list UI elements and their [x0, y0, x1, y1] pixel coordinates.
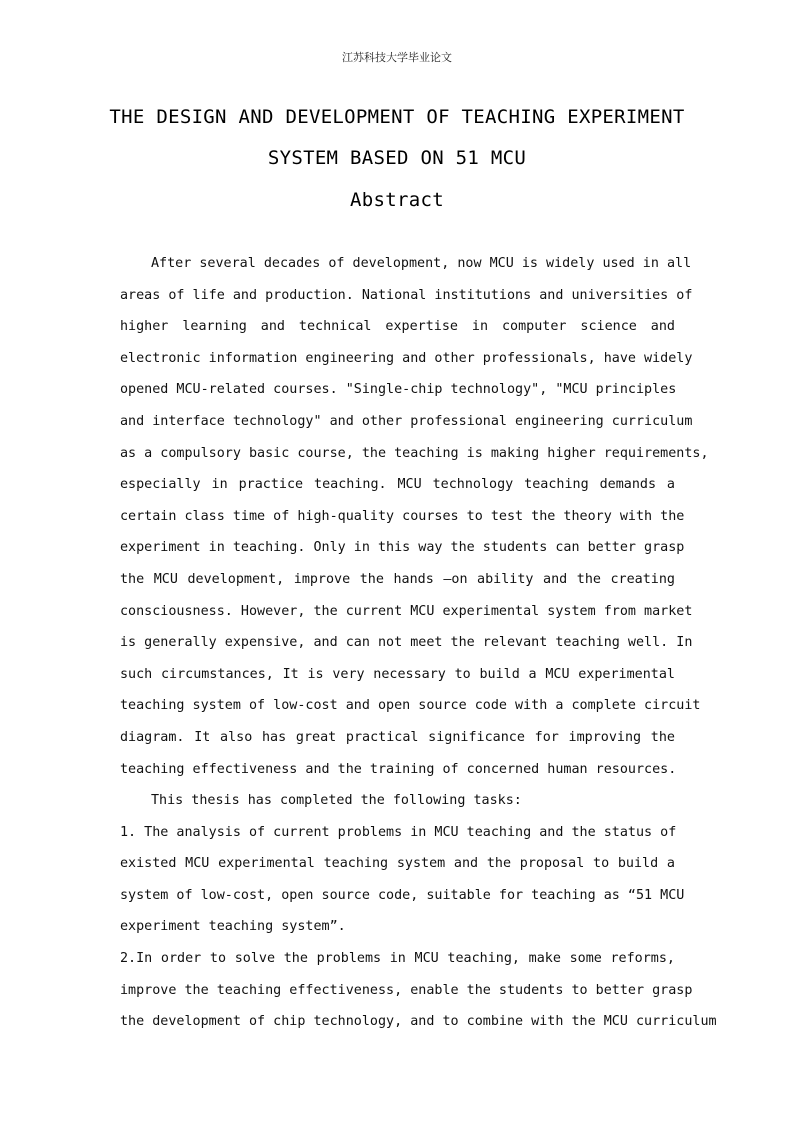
header-divider [70, 70, 724, 71]
abstract-line: experiment in teaching. Only in this way the students can better grasp [120, 540, 685, 556]
abstract-line: teaching effectiveness and the training of concerned human resources. [120, 761, 677, 777]
abstract-line: as a compulsory basic course, the teaching is making higher requirements, [120, 445, 709, 461]
running-header: 江苏科技大学毕业论文 [342, 51, 452, 64]
abstract-line: higher learning and technical expertise in computer science and [120, 319, 675, 335]
abstract-line: is generally expensive, and can not meet the relevant teaching well. In [120, 635, 693, 651]
abstract-line: diagram. It also has great practical significance for improving the [120, 729, 675, 745]
abstract-line: teaching system of low-cost and open source code with a complete circuit [120, 698, 701, 714]
abstract-line: After several decades of development, now MCU is widely used in all [151, 256, 692, 271]
abstract-line: opened MCU-related courses. "Single-chip technology", "MCU principles [120, 382, 677, 398]
abstract-line: consciousness. However, the current MCU experimental system from market [120, 603, 693, 619]
paper-title-line-2: SYSTEM BASED ON 51 MCU [267, 147, 527, 169]
task-1-line: experiment teaching system”. [120, 919, 346, 935]
task-2-line: 2.In order to solve the problems in MCU teaching, make some reforms, [120, 951, 675, 967]
abstract-line: electronic information engineering and other professionals, have widely [120, 350, 693, 366]
tasks-intro-line: This thesis has completed the following tasks: [151, 793, 522, 809]
task-1-line: system of low-cost, open source code, suitable for teaching as “51 MCU [120, 887, 685, 903]
task-2-line: the development of chip technology, and to combine with the MCU curriculum [120, 1014, 717, 1030]
abstract-body [120, 248, 717, 1038]
abstract-line: certain class time of high-quality courses to test the theory with the [120, 508, 685, 524]
paper-title-line-1: THE DESIGN AND DEVELOPMENT OF TEACHING EXPERIMENT [109, 106, 685, 128]
abstract-line: especially in practice teaching. MCU technology teaching demands a [120, 477, 675, 493]
abstract-heading: Abstract [350, 189, 444, 211]
task-1-line: existed MCU experimental teaching system and the proposal to build a [120, 856, 675, 872]
abstract-line: areas of life and production. National institutions and universities of [120, 287, 693, 303]
task-2-line: improve the teaching effectiveness, enable the students to better grasp [120, 982, 693, 998]
abstract-line: such circumstances, It is very necessary to build a MCU experimental [120, 666, 675, 682]
abstract-line: and interface technology" and other professional engineering curriculum [120, 413, 693, 429]
abstract-line: the MCU development, improve the hands –on ability and the creating [120, 571, 675, 587]
task-1-line: 1. The analysis of current problems in MCU teaching and the status of [120, 824, 677, 840]
